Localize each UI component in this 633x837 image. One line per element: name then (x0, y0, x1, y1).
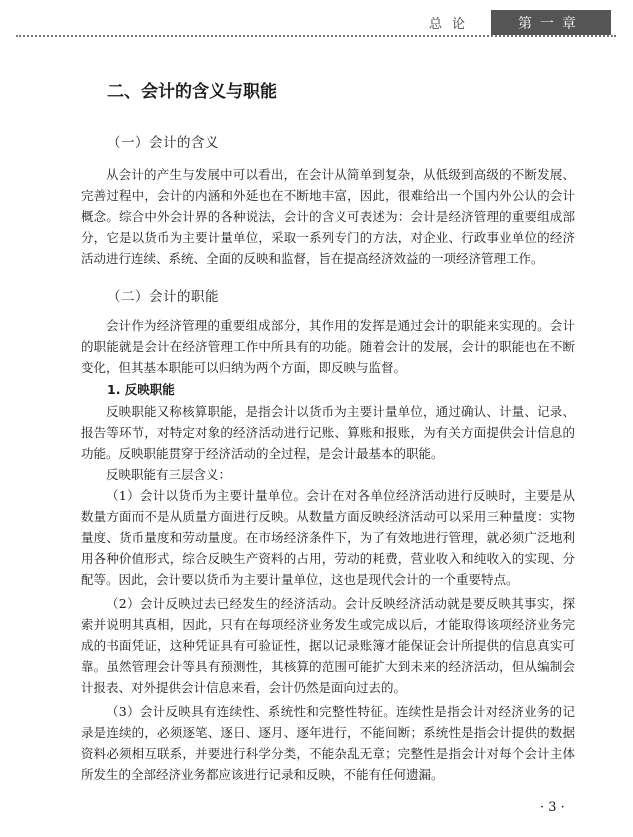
paragraph-reflection: 反映职能又称核算职能，是指会计以货币为主要计量单位，通过确认、计量、记录、报告等环节，对特定对象的经济活动进行记账、算账和报账，为有关方面提供会计信息的功能。反映职能贯穿于经济活动的全过程，是会计最基本的职能。 (81, 404, 575, 461)
running-header (0, 0, 633, 40)
subsection-title-functions: （二）会计的职能 (107, 289, 219, 305)
paragraph-meaning: 从会计的产生与发展中可以看出，在会计从简单到复杂，从低级到高级的不断发展、完善过程中，会计的内涵和外延也在不断地丰富，因此，很难给出一个国内外公认的会计概念。综合中外会计界的各种说法，会计的含义可表述为：会计是经济管理的重要组成部分，它是以货币为主要计量单位，采取一系列专门的方法，对企业、行政事业单位的经济活动进行连续、系统、全面的反映和监督，旨在提高经济效益的一项经济管理工作。 (81, 167, 575, 266)
paragraph-three-meanings: 反映职能有三层含义： (106, 467, 232, 482)
item-title-reflection: 1. 反映职能 (107, 382, 175, 397)
chapter-tab: 第一章 (491, 10, 611, 35)
paragraph-meaning-3: （3）会计反映具有连续性、系统性和完整性特征。连续性是指会计对经济业务的记录是连续的，必须逐笔、逐日、逐月、逐年进行，不能间断；系统性是指会计提供的数据资料必须相互联系，并要进行科学分类，不能杂乱无章；完整性是指会计对每个会计主体所发生的全部经济业务都应该进行记录和反映，不能有任何遗漏。 (81, 704, 575, 782)
paragraph-meaning-1: （1）会计以货币为主要计量单位。会计在对各单位经济活动进行反映时，主要是从数量方面而不是从质量方面进行反映。从数量方面反映经济活动可以采用三种量度：实物量度、货币量度和劳动量度。在市场经济条件下，为了有效地进行管理，就必须广泛地利用各种价值形式，综合反映生产资料的占用，劳动的耗费，营业收入和纯收入的实现、分配等。因此，会计要以货币为主要计量单位，这也是现代会计的一个重要特点。 (81, 488, 575, 587)
header-section-title: 总论 (428, 17, 475, 32)
header-dotted-rule (16, 35, 616, 37)
section-title: 二、会计的含义与职能 (107, 82, 277, 102)
page-number: · 3 · (540, 800, 565, 815)
paragraph-functions-intro: 会计作为经济管理的重要组成部分，其作用的发挥是通过会计的职能来实现的。会计的职能就是会计在经济管理工作中所具有的功能。随着会计的发展，会计的职能也在不断变化，但其基本职能可以归纳为两个方面，即反映与监督。 (81, 318, 575, 375)
subsection-title-meaning: （一）会计的含义 (107, 135, 219, 151)
paragraph-meaning-2: （2）会计反映过去已经发生的经济活动。会计反映经济活动就是要反映其事实，探索并说明其真相，因此，只有在每项经济业务发生或完成以后，才能取得该项经济业务完成的书面凭证，这种凭证具有可验证性，据以记录账簿才能保证会计所提供的信息真实可靠。虽然管理会计等具有预测性，其核算的范围可能扩大到未来的经济活动，但从编制会计报表、对外提供会计信息来看，会计仍然是面向过去的。 (81, 596, 575, 695)
